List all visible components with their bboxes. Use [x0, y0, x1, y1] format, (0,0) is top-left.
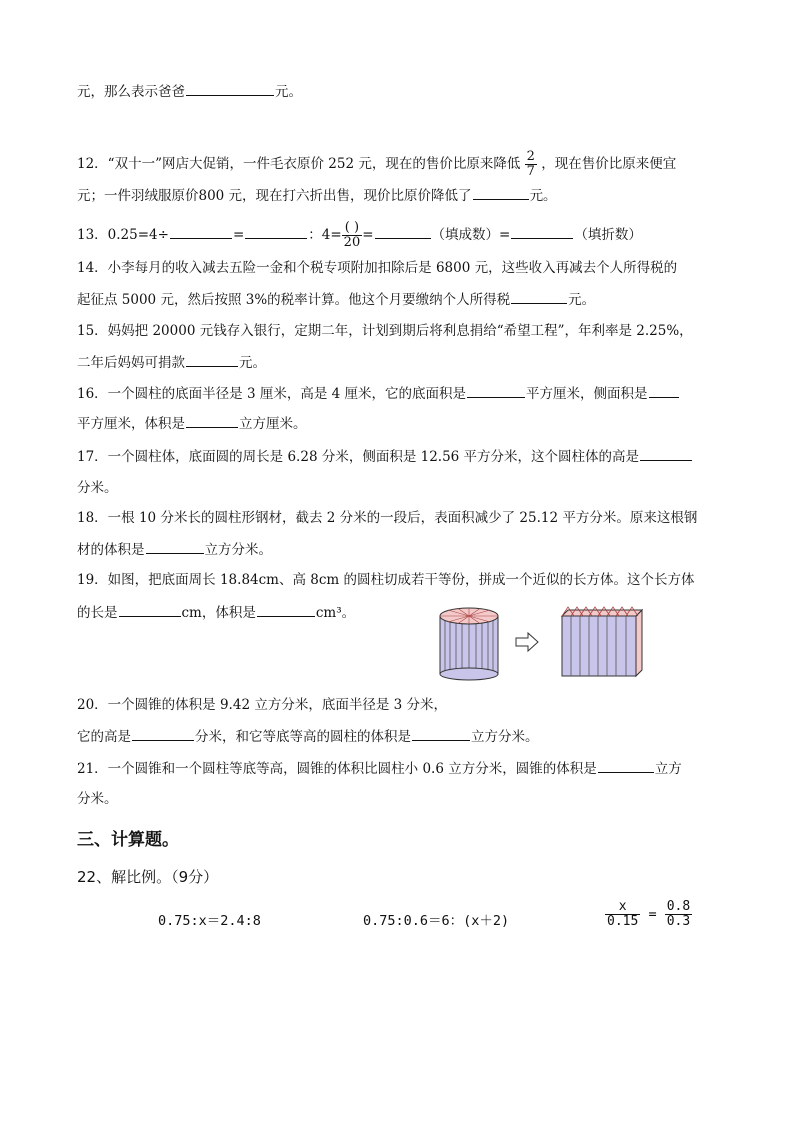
question-15-line2: [77, 353, 266, 372]
text: 16．一个圆柱的底面半径是 3 厘米，高是 4 厘米，它的底面积是: [77, 386, 467, 402]
text: （填成数）=: [431, 227, 511, 243]
text: 元。: [568, 292, 596, 308]
text: 平方厘米，侧面积是: [526, 386, 648, 402]
answer-blank[interactable]: [119, 603, 181, 617]
text: 元。: [529, 188, 557, 204]
text: cm³。: [315, 605, 356, 621]
text: 材的体积是: [77, 542, 145, 558]
text: cm，体积是: [181, 605, 256, 621]
question-20-line1: 20．一个圆锥的体积是 9.42 立方分米，底面半径是 3 分米，: [77, 697, 447, 713]
question-11-tail: [77, 82, 302, 101]
denominator: 0.15: [607, 914, 639, 929]
cuboid-icon: [562, 607, 642, 676]
text: 21．一个圆锥和一个圆柱等底等高，圆锥的体积比圆柱小 0.6 立方分米，圆锥的体积是: [77, 761, 597, 777]
answer-blank[interactable]: [649, 384, 679, 398]
answer-blank[interactable]: [257, 603, 315, 617]
question-16-line2: [77, 414, 307, 433]
text: 起征点 5000 元，然后按照 3%的税率计算。他这个月要缴纳个人所得税: [77, 292, 511, 308]
cylinder-icon: [440, 608, 498, 680]
question-20-line2: [77, 727, 539, 746]
text: ：4=: [308, 227, 342, 243]
answer-blank[interactable]: [186, 414, 238, 428]
figure-svg: [430, 604, 660, 682]
text: 二年后妈妈可捐款: [77, 355, 185, 371]
question-17-line2: 分米。: [77, 480, 118, 496]
question-21-line1: [77, 759, 682, 778]
answer-blank[interactable]: [473, 186, 529, 200]
question-18-line2: [77, 540, 272, 559]
question-19-line1: 19．如图，把底面周长 18.84cm、高 8cm 的圆柱切成若干等份，拼成一个近似的长方体。这个长方体: [77, 572, 695, 588]
text: 平方厘米，体积是: [77, 416, 185, 432]
answer-blank[interactable]: [146, 540, 204, 554]
denominator: 7: [526, 164, 535, 179]
fraction-right: [665, 900, 692, 929]
numerator: 2: [526, 149, 535, 164]
answer-blank[interactable]: [186, 353, 238, 367]
answer-blank[interactable]: [511, 290, 567, 304]
answer-blank[interactable]: [412, 727, 470, 741]
answer-blank[interactable]: [598, 759, 654, 773]
denominator: 0.3: [666, 914, 691, 929]
text: 它的高是: [77, 729, 131, 745]
question-22-heading: 22、解比例。（9分）: [77, 868, 219, 886]
equation-2: 0.75:0.6＝6：(x＋2): [363, 913, 510, 929]
denominator: 20: [343, 235, 361, 250]
numerator: 0.8: [666, 899, 691, 914]
answer-blank[interactable]: [170, 225, 232, 239]
text: 立方厘米。: [239, 416, 307, 432]
text: =: [362, 227, 374, 243]
question-14-line2: [77, 290, 595, 309]
answer-blank[interactable]: [245, 225, 307, 239]
question-16-line1: [77, 384, 680, 403]
question-12-line1: [77, 150, 676, 179]
text: 的长是: [77, 605, 118, 621]
numerator[interactable]: ( ): [344, 220, 360, 235]
text: 分米，和它等底等高的圆柱的体积是: [195, 729, 411, 745]
question-15-line1: 15．妈妈把 20000 元钱存入银行，定期二年，计划到期后将利息捐给“希望工程”，年利率是 2.25%，: [77, 323, 693, 339]
question-13: [77, 221, 642, 250]
answer-blank[interactable]: [186, 82, 274, 96]
answer-blank[interactable]: [375, 225, 431, 239]
answer-blank[interactable]: [467, 384, 525, 398]
question-21-line2: 分米。: [77, 791, 118, 807]
text: 立方: [654, 761, 682, 777]
equation-3: [605, 900, 692, 929]
text: 立方分米。: [204, 542, 272, 558]
question-14-line1: 14．小李每月的收入减去五险一金和个税专项附加扣除后是 6800 元，这些收入再减去个人所得税的: [77, 260, 678, 276]
section-heading: 三、计算题。: [77, 830, 179, 850]
equation-1: 0.75:x＝2.4:8: [158, 913, 261, 929]
fraction-blank-20: [342, 221, 363, 250]
text: 元；一件羽绒服原价800 元，现在打六折出售，现价比原价降低了: [77, 188, 472, 204]
answer-blank[interactable]: [511, 225, 573, 239]
text: 13．0.25=4÷: [77, 227, 169, 243]
text: ，现在售价比原来便宜: [541, 156, 677, 172]
text: （填折数）: [574, 227, 642, 243]
question-18-line1: 18．一根 10 分米长的圆柱形钢材，截去 2 分米的一段后，表面积减少了 25.12 平方分米。原来这根钢: [77, 510, 698, 526]
question-12-line2: [77, 186, 557, 205]
arrow-right-icon: [516, 633, 538, 651]
answer-blank[interactable]: [132, 727, 194, 741]
text: 元。: [239, 355, 266, 371]
text: 17．一个圆柱体，底面圆的周长是 6.28 分米，侧面积是 12.56 平方分米，这个圆柱体的高是: [77, 449, 640, 465]
text: 元，那么表示爸爸: [77, 84, 185, 100]
numerator: x: [618, 899, 627, 914]
answer-blank[interactable]: [640, 447, 692, 461]
equals-sign: =: [648, 906, 657, 923]
text: 立方分米。: [471, 729, 539, 745]
cylinder-to-cuboid-figure: [430, 604, 660, 686]
question-19-line2: [77, 603, 355, 622]
text: 12．“双十一”网店大促销，一件毛衣原价 252 元，现在的售价比原来降低: [77, 156, 521, 172]
text: 元。: [275, 84, 302, 100]
fraction-2-7: [525, 150, 537, 179]
text: =: [232, 227, 245, 243]
fraction-left: [605, 900, 640, 929]
question-17-line1: [77, 447, 693, 466]
